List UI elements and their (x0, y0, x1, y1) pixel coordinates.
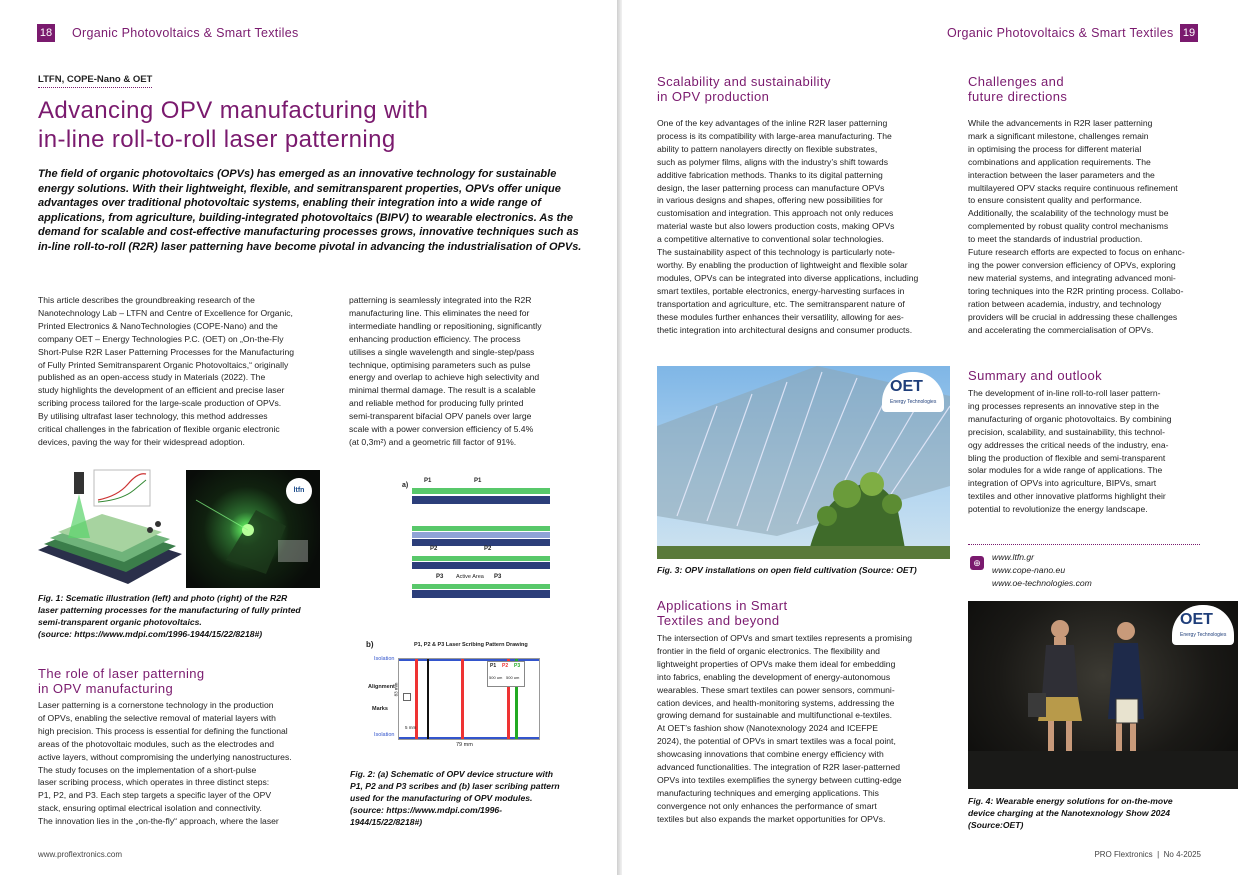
fig2-p2-detail: P2 (502, 663, 509, 669)
fig1-caption: Fig. 1: Scematic illustration (left) and photo (right) of the R2R laser patterning processes for the manufacturing of fully printed semi-transparent organic photovoltaics. (source: https://www.mdpi.com/1996-1944/15/22/8218#) (38, 593, 301, 639)
running-header: Organic Photovoltaics & Smart Textiles (947, 26, 1174, 40)
left-footer: www.proflextronics.com (38, 850, 123, 859)
fig2-p2-label-b: P2 (484, 546, 492, 552)
fig2-layer-light (412, 532, 550, 538)
fig2-p2-label-a: P2 (430, 546, 438, 552)
running-header: Organic Photovoltaics & Smart Textiles (72, 26, 299, 40)
fig2-isolation-bottom: Isolation (374, 732, 395, 738)
fig2-alignment-label: Alignment (368, 684, 395, 690)
fig2-layer-green-2 (412, 526, 550, 531)
fig2-layer-blue-4 (412, 590, 550, 598)
fig3-caption: Fig. 3: OPV installations on open field cultivation (Source: OET) (657, 565, 917, 575)
fig2-scribe-detail-box (487, 661, 525, 687)
fig2-panel-b-label: b) (366, 640, 374, 649)
article-title-line2: in-line roll-to-roll laser patterning (38, 126, 396, 153)
fig2-layer-blue (412, 496, 550, 504)
fig2-dim-83mm: 83 mm (393, 682, 399, 697)
web-link-icon: ⊕ (970, 556, 984, 570)
fig2-drawing-title: P1, P2 & P3 Laser Scribing Pattern Drawing (414, 642, 528, 648)
fig2-scribe-black (427, 659, 429, 739)
fig1-laser-photo (186, 470, 320, 588)
section-summary-body: The development of in-line roll-to-roll laser pattern- ing processes represents an innovative step in the manufacturing of organic photovoltaics. By combining precision, scalability, and sustainability, this technol- ogy addresses the critical needs of the industry, ena- bling the production of flexible and semi-transparent solar modules for a wide range of applications. The integration of OPVs into agriculture, BIPVs, smart textiles and other innovative platforms highlight their potential to revolutionize the energy landscape. (968, 388, 1172, 515)
fig2-p1-label-b: P1 (474, 478, 482, 484)
article-title-line1: Advancing OPV manufacturing with (38, 97, 429, 124)
oet-logo-subtext: Energy Technologies (890, 399, 937, 405)
fig2-dim-5mm: 5 mm (405, 725, 417, 730)
section-heading-challenges: Challenges and future directions (968, 74, 1068, 104)
fig2a-device-schematic (398, 478, 558, 606)
fig4-fashion-show-photo (968, 601, 1238, 789)
fig2-panel-a-label: a) (402, 482, 409, 489)
link-ltfn[interactable]: www.ltfn.gr (992, 552, 1035, 562)
fig1-schematic-image (38, 466, 182, 584)
fig2-isolation-top: Isolation (374, 656, 395, 662)
section-heading-scalability: Scalability and sustainability in OPV production (657, 74, 831, 104)
fig2-layer-blue-3 (412, 562, 550, 569)
fig2-alignment-mark (403, 693, 411, 701)
fig2-p3-detail: P3 (514, 663, 521, 669)
link-oe-technologies[interactable]: www.oe-technologies.com (992, 578, 1092, 588)
ltfn-badge: ltfn (286, 478, 312, 504)
intro-column-2: patterning is seamlessly integrated into the R2R manufacturing line. This eliminates the need for intermediate handling or repositioning, significantly enhancing production efficiency. The process utilises a single wavelength and single-step/pass technique, optimising parameters such as pulse energy and overlap to achieve high selectivity and minimal thermal damage. The result is a scalable and reliable method for producing fully printed semi-transparent bifacial OPV panels over large scale with a power conversion efficiency of 5.4% (at 0,3m²) and a geometric fill factor of 91%. (349, 295, 542, 447)
fig2-active-area-label: Active Area (456, 574, 484, 580)
section-heading-laser-patterning: The role of laser patterning in OPV manufacturing (38, 666, 205, 696)
right-footer: PRO Flextronics | No 4-2025 (1094, 850, 1201, 859)
page-number: 18 (37, 24, 55, 42)
fig2-drawing-frame (393, 658, 540, 740)
section-challenges-body: While the advancements in R2R laser patterning mark a significant milestone, challenges remain in optimising the process for different material combinations and application requirements. The interaction between the laser parameters and the multilayered OPV stacks require continuous refinement to ensure consistent quality and performance. Additionally, the scalability of the technology must be complemented by robust quality control mechanisms to meet the standards of industrial production. Future research efforts are expected to focus on enhanc- ing the power conversion efficiency of OPVs, exploring new material systems, and integrating advanced moni- toring techniques into the R2R printing process. Collabo- ration between academia, industry, and technology providers will be crucial in addressing these challenges and accelerating the commercialisation of OPVs. (968, 118, 1185, 335)
intro-column-1: This article describes the groundbreaking research of the Nanotechnology Lab – LTFN and Centre of Excellence for Organic, Printed Electronics & NanoTechnologies (COPE-Nano) and the company OET – Energy Technologies P.C. (OET) on „On-the-Fly Short-Pulse R2R Laser Patterning Processes for the Manufacturing of Fully Printed Semitransparent Organic Photovoltaics,“ originally published as an open-access study in Materials (2022). The study highlights the development of an efficient and precise laser scribing process tailored for the large-scale production of OPVs. By utilising ultrafast laser technology, this method addresses critical challenges in the fabrication of flexible organic electronic devices, paving the way for their widespread adoption. (38, 295, 295, 447)
section-heading-applications: Applications in Smart Textiles and beyond (657, 598, 788, 628)
section-laser-body: Laser patterning is a cornerstone technology in the production of OPVs, enabling the selective removal of material layers with high precision. This process is essential for defining the functional areas of the photovoltaic modules, such as the electrodes and active layers, without compromising the underlying nanostructures. The study focuses on the implementation of a short-pulse laser scribing process, which operates in three distinct steps: P1, P2, and P3. Each step targets a specific layer of the OPV stack, ensuring optimal electrical isolation and connectivity. The innovation lies in the „on-the-fly“ approach, where the laser (38, 700, 292, 827)
fig4-caption: Fig. 4: Wearable energy solutions for on-the-move device charging at the Nanotexnology Show 2024 (Source:OET) (968, 796, 1173, 830)
fig2b-scribing-drawing (366, 636, 556, 754)
fig2-layer-green (412, 488, 550, 494)
fig4-oet-logo-subtext: Energy Technologies (1180, 632, 1227, 638)
right-page (622, 0, 1239, 875)
fig2-layer-green-4 (412, 584, 550, 589)
fig2-p1-detail: P1 (490, 663, 497, 669)
links-divider (968, 544, 1200, 545)
fig2-isolation-line-bottom (399, 737, 539, 739)
section-heading-summary: Summary and outlook (968, 368, 1103, 383)
section-scalability-body: One of the key advantages of the inline R2R laser patterning process is its compatibility with large-area manufacturing. The ability to pattern nanolayers directly on flexible substrates, such as polymer films, aligns with the industry’s shift towards additive fabrication methods. Thanks to its digital patterning design, the laser patterning process can manufacture OPVs in various designs and shapes, offering new possibilities for customisation and integration. This approach not only reduces material waste but also lowers production costs, making OPVs a competitive alternative to conventional solar technologies. The sustainability aspect of this technology is particularly note- worthy. By enabling the production of lightweight and flexible solar modules, OPVs can be integrated into diverse applications, including smart textiles, portable electronics, energy-harvesting surfaces in transportation and agriculture, etc. The semitransparent nature of these modules further enhances their versatility, allowing for aes- thetic integration into architectural designs and consumer products. (657, 118, 919, 335)
fig2-p3-label-b: P3 (494, 574, 502, 580)
page-number: 19 (1180, 24, 1198, 42)
lead-paragraph: The field of organic photovoltaics (OPVs) has emerged as an innovative technology for sustainable energy solutions. With their lightweight, flexible, and semitransparent properties, OPVs offer unique advantages over traditional photovoltaic systems, enabling their integration into a wide range of applications, from agriculture, building-integrated photovoltaics (BIPV) to wearable electronics. As the demand for scalable and cost-effective manufacturing processes grows, innovative techniques such as in-line roll-to-roll (R2R) laser patterning have become pivotal in advancing the industrialisation of OPVs. (38, 168, 582, 253)
fig4-oet-logo-text: OET (1180, 611, 1213, 628)
oet-logo-text: OET (890, 378, 923, 395)
fig2-caption: Fig. 2: (a) Schematic of OPV device structure with P1, P2 and P3 scribes and (b) laser scribing pattern used for the manufacturing of OPV modules. (source: https://www.mdpi.com/1996- 1944/15/22/8218#) (350, 769, 560, 827)
left-page (0, 0, 617, 875)
fig2-layer-blue-2 (412, 539, 550, 546)
link-cope-nano[interactable]: www.cope-nano.eu (992, 565, 1066, 575)
fig2-dim-500-a: 500 um (489, 675, 503, 680)
author-label: LTFN, COPE-Nano & OET (38, 74, 152, 88)
fig2-scribe-red-2 (461, 659, 464, 739)
fig2-dim-500-b: 500 um (506, 675, 520, 680)
fig2-dim-79mm: 79 mm (456, 742, 473, 748)
section-applications-body: The intersection of OPVs and smart textiles represents a promising frontier in the field of organic electronics. The flexibility and lightweight properties of OPVs make them ideal for embedding into fabrics, enabling the development of energy-autonomous wearables. These smart textiles can power sensors, communi- cation devices, and health-monitoring systems, addressing the growing demand for sustainable and multifunctional e-textiles. At OET’s fashion show (Nanotexnology 2024 and ICEFPE 2024), the potential of OPVs in smart textiles was a focal point, showcasing innovations that combine energy efficiency with advanced functionalities. The integration of R2R laser-patterned OPVs into textiles exemplifies the synergy between cutting-edge manufacturing techniques and emerging applications. This convergence not only enhances the performance of smart textiles but also expands the market opportunities for OPVs. (657, 633, 913, 824)
fig2-marks-label: Marks (372, 706, 388, 712)
fig2-p3-label-a: P3 (436, 574, 444, 580)
fig2-layer-green-3 (412, 556, 550, 561)
fig3-opv-installation-photo (657, 366, 950, 559)
fig2-p1-label-a: P1 (424, 478, 432, 484)
